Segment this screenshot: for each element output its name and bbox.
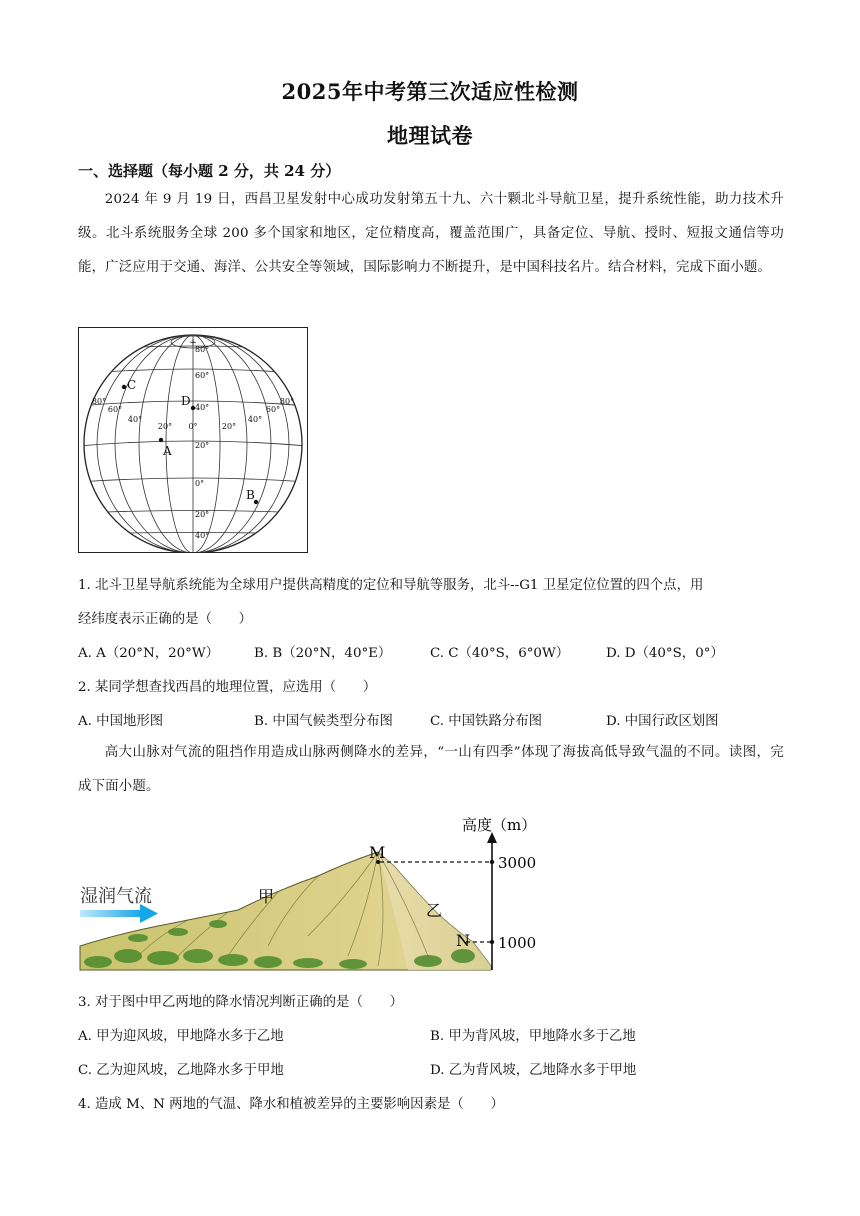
lat-label: 40° [195,531,210,540]
lat-label: 60° [195,371,210,380]
lon-label: 40° [127,415,143,424]
label-yi: 乙 [426,901,443,920]
tick-label-1000: 1000 [498,934,537,952]
q3-option-d[interactable]: D. 乙为背风坡，乙地降水多于甲地 [430,1063,637,1078]
q1-option-d[interactable]: D. D（40°S，0°） [606,646,724,661]
exam-title: 2025年中考第三次适应性检测 [281,79,579,104]
lat-label: 80° [195,345,210,354]
point-c-label: C [127,378,137,392]
lon-label: 80° [279,397,295,406]
lat-label: 20° [195,510,210,519]
section-heading: 一、选择题（每小题 2 分，共 24 分） [78,162,341,180]
q1-option-a[interactable]: A. A（20°N，20°W） [78,646,219,661]
passage-beidou: 2024 年 9 月 19 日，西昌卫星发射中心成功发射第五十九、六十颗北斗导航卫星，提升系统性能，助力技术升级。北斗系统服务全球 200 多个国家和地区，定位精度高，覆盖范围广，具备定位、导航、授时、短报文通信等功能，广泛应用于交通、海洋、公共安全等领域，国际影响力不断提升，是中国科技名片。结合材料，完成下面小题。 [78,192,784,275]
q1-option-c[interactable]: C. C（40°S，6°0W） [430,646,570,661]
point-d-label: D [181,394,191,408]
point-b-label: B [246,488,255,502]
lon-label: 20° [157,422,173,431]
q1-stem-line2: 经纬度表示正确的是（ ） [78,612,253,627]
q4-stem: 4. 造成 M、N 两地的气温、降水和植被差异的主要影响因素是（ ） [78,1097,504,1112]
lon-label: 40° [247,415,263,424]
axis-label-height: 高度（m） [462,816,537,834]
q3-option-b[interactable]: B. 甲为背风坡，甲地降水多于乙地 [430,1029,636,1044]
q2-option-c[interactable]: C. 中国铁路分布图 [430,714,543,729]
q2-option-b[interactable]: B. 中国气候类型分布图 [254,714,393,729]
point-d-marker [191,406,195,410]
q3-option-a[interactable]: A. 甲为迎风坡，甲地降水多于乙地 [78,1029,284,1044]
exam-subtitle: 地理试卷 [387,123,473,148]
passage-mountain: 高大山脉对气流的阻挡作用造成山脉两侧降水的差异，“一山有四季”体现了海拔高低导致气温的不同。读图，完成下面小题。 [78,745,784,794]
lon-label: 80° [91,397,107,406]
globe-figure [78,327,308,553]
label-jia: 甲 [258,887,275,906]
label-n: N [456,931,470,950]
label-m: M [369,843,386,862]
globe-graticule [79,328,307,552]
point-c-marker [122,385,126,389]
q2-stem: 2. 某同学想查找西昌的地理位置，应选用（ ） [78,680,377,695]
q3-stem: 3. 对于图中甲乙两地的降水情况判断正确的是（ ） [78,995,404,1010]
mountain-illustration [78,806,548,974]
lon-label: 0° [188,422,198,431]
tick-label-3000: 3000 [498,854,537,872]
lat-label: 20° [195,441,210,450]
lon-label: 60° [107,405,123,414]
lon-label: 60° [265,405,281,414]
point-a-marker [159,438,163,442]
lat-label: 40° [195,403,210,412]
svg-text:+: + [189,338,197,348]
mountain-figure [78,806,548,974]
q1-stem-line1: 1. 北斗卫星导航系统能为全球用户提供高精度的定位和导航等服务，北斗--G1 卫星定位位置的四个点，用 [78,578,704,593]
point-a-label: A [163,444,172,458]
q2-option-d[interactable]: D. 中国行政区划图 [606,714,719,729]
lat-label: 0° [195,479,205,488]
q1-option-b[interactable]: B. B（20°N，40°E） [254,646,392,661]
q2-option-a[interactable]: A. 中国地形图 [78,714,164,729]
airflow-label: 湿润气流 [80,886,152,907]
q3-option-c[interactable]: C. 乙为迎风坡，乙地降水多于甲地 [78,1063,284,1078]
lon-label: 20° [221,422,237,431]
